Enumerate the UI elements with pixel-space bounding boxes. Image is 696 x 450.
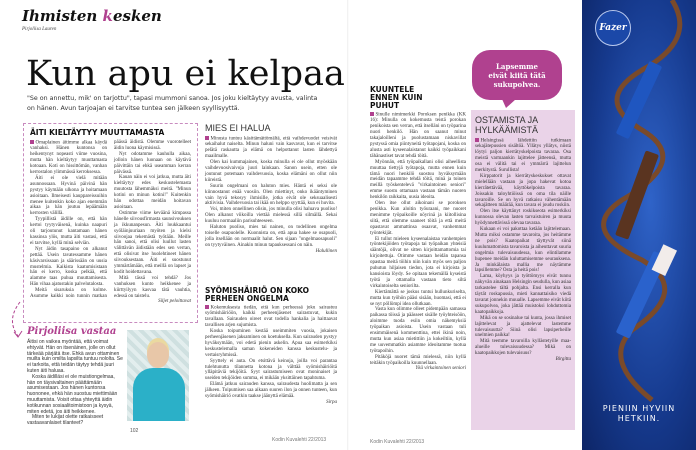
paragraph: Pitäköjä nuoret tämä mielessä, niin kyllä teitäkin työpaikoilla kuunnellaan.: [370, 354, 466, 366]
paragraph: Miten te lukijat olette ratkaisseet vastaavanlaiset tilanteet?: [27, 414, 104, 427]
paragraph: Helsingissä lähdettiin tutkimaan sekajätepussien sisältöä. Yllätys yllätys, niistä löytyi paljon kierrätyskelpoista tavaraa. Osa meistä varmaankin lajittelee jätteensä, mutta osa ei välitä tai ei ymmärrä lajittelun merkitystä. Surullista!: [475, 138, 571, 174]
lead-paragraph: "Se on annettu, mik' on tarjottu", tapasi mummoni sanoa. Jos joku kieltäytyy avusta, valinta on hänen. Avun tarjoajan ei tarvitse tuntea sen jälkeen syyllisyyttä.: [27, 95, 318, 112]
paragraph: Kirppatorit ja kierrätyskeskukset ottavat mielellään vastaan ja jopa hakevat kotoa kierrätettävää, käyttökelpoista tavaraa. Joissakin taloyhtiöissä on oma tila näille tavaroille. Se on hyvä ratkaisu vähentämään sekajätteen määrää, kun tavara ei joudu roskiin.: [475, 173, 571, 209]
paragraph: Äitisi on vaikea myöntää, että voimat ehtyvät. Hän on itsenäinen, jolle on ollut tärkeää pärjätä itse. Ehkä avun ottaminen muilta kuin omilta lapsilta tuntuu nololta. Se ei tarkoita, että teidän täytyy tehdä juuri kuten äiti haluaa.: [27, 339, 123, 374]
footer-right: Kodin Kuvalehti 22/2013: [370, 439, 425, 445]
author-photo: [127, 330, 189, 421]
paragraph: Ostimme viime keväänä kimpassa hänelle siivousfirmasta saunsivouksen ja ikkunanpesun. Äiti loukkaantui syöläinjuuriaan myöten ja kielsi siivoojaa tekemästä työtään. Meille hän sanoi, että olisi luullut lasten välittävän äidistään edes sen verran, että olisivat itse huolehtineet hänen siivouksestaan. Äiti ei suostunut ymmärtämään, että meillä on lapset ja kodit hoidettavana.: [114, 210, 191, 275]
paragraph: [30, 140, 107, 176]
paragraph: Kokemuksesta tiedän, että kun perheessä joku sairastuu syömishäiriöön, kaikki perheenjäsenet sairastuvat, kukin tavallaan. Sairauden oireet ovat todella hankalia ja haittaavat tavallisen arjen sujumista.: [205, 305, 337, 329]
paragraph: Tyypillistä äidille on, että hän kertoi tyytyväisenä, kuinka naapuri oli tarjoutunut kantamaan hänen kassinsa ylös, mutta äiti vastasi, että ei tarvitse, kyllä minä selviän.: [30, 217, 107, 246]
paragraph: Koska äidilläsi ei ole muistiongelmaa, hän on täysivaltainen päättämään asumisestaan. Jos hänen kuntonsa huononee, ehkä hän suostuu miettimään muuttamista. Voisit ottaa yhteyttä äidin kotikunnan sosiaalitoimistoon ja kysyä, miten edetä, jos äiti heikkenee.: [27, 373, 118, 415]
paragraph: Nyt odotamme kauhulla aikaa, jolloin hänen luonaan on käytävä päivittäin tai ehkä useamman kerran päivässä.: [114, 151, 191, 175]
paragraph: Haluton puoliso, mies tai nainen, on todellinen ongelma toiselle osapuolelle. Kuonnista on, että apua hakee se osapuoli, jolla itsellään on normaalit halut. Sen sijaan "ongelmaosapuoli" on tyytyväinen. Ainakin minun tapauksessani on näin.: [205, 225, 337, 248]
syomis-heading: SYÖMISHÄIRIÖ ON KOKO PERHEEN ONGELMA: [205, 286, 309, 303]
signature: Siljet peloittavat: [158, 299, 191, 305]
bubble-tail: [502, 99, 516, 108]
bullet-square-icon: [370, 112, 374, 116]
paragraph: Olen itse ollut aikoinani se poroksen penikka. Kun aloitin työuraani, me nuoret menimme työpaikoille nöyrinä ja kiitollisina siitä, että olemme saaneet töitä ja että meitä opastavat ammattinsa osaavat, vanhemmat työntekijät.: [370, 201, 466, 236]
paragraph: Kiertämättä se joskus tuntui hullunkuriselta, mutta kun työhön pääsi sisään, huomasi, että ei se nyt pöllömpi idea ollutkaan.: [370, 289, 466, 307]
paragraph: Äiti ei ole vielä mitään asunnossaan. Hyvinä päivinä hän pystyy käymään ulkona ja hoitamaan asioitaan. Ilmeisesti kauppareissuihin menee kuitenkin koko ajan enemmän aikaa ja hän joutuu lepäämään kerrosten välillä.: [30, 175, 107, 217]
paragraph: Koska toipuminen kestää useimmiten vuosia, jokaisen perheenjäsenen jaksaminen on koetuksella. Kun sairauden pystyy hyväksymään, voi edetä pienin askelin. Apua saa esimerkiksi keskustelemalla saman kokeneiden kanssa keskustelu- ja vertaisryhmissä.: [205, 329, 337, 358]
paragraph: Mitä teemme tavaroilla kyllästetyille maa-alueille tulevaisuudessa? Mikä on kaatopaikkojen tulevaisuus?: [475, 339, 571, 357]
slogan-line: HETKIIN.: [617, 414, 661, 423]
signature: Ykä virkaintoinen seniori: [415, 366, 466, 372]
section-title-part: Ihmisten: [22, 7, 103, 25]
paragraph: [475, 138, 571, 174]
photo-face: [147, 342, 169, 368]
paragraph: Meitä sisaruksia on kolme. Asumme kaikki noin tunnin matkan päässä äidistä. Olemme vuorotelleet äidin luona käymisissä.: [30, 140, 191, 300]
paragraph: [370, 112, 466, 160]
ostamista-heading: OSTAMISTA JA HYLKÄÄMISTÄ: [475, 115, 539, 135]
letter-heading: ÄITI KIELTÄYTYY MUUTTAMASTA: [30, 128, 165, 137]
bullet-square-icon: [30, 140, 34, 144]
answer-heading: Pirjoliisa vastaa: [27, 326, 117, 337]
footer-left: Kodin Kuvalehti 22/2013: [272, 437, 327, 443]
slogan-line: PIENIIN HYVIIN: [602, 404, 676, 413]
fazer-logo-text: Fazer: [599, 23, 627, 33]
quote-bubble: [472, 50, 562, 100]
letter-body: [30, 140, 191, 305]
mies-body: [205, 136, 337, 255]
paragraph: Mikä on se sosinalue tai kunta, jossa ihmiset lajittelevat ja ajattelevat lastemme tulevaisuutta? Siinä olisi lapsiperheille unelmien paikka!: [475, 315, 571, 339]
section-title-accent: k: [102, 7, 113, 25]
dashed-arrow-icon: [6, 300, 24, 340]
ostamista-body: [475, 138, 571, 363]
paragraph: Omaplainen äitimme alkaa käydä vanhaksi. Hänen kuntonsa on heikentynyt nopeasti viime vuosina, mutta hän kieltäytyy muuttamasta kotoaan. Koti on hissittömän, vanhan kerrostalon ylimmässä kerroksessa.: [30, 140, 107, 176]
headline: Kun apu ei kelpaa: [26, 54, 345, 94]
signature: Birgitta: [555, 357, 571, 363]
fazer-ad[interactable]: [582, 0, 696, 450]
paragraph: Kauan näin ei voi jatkua, mutta äiti kieltäytyy edes keskustelemasta muutosta lähemmäksi meitä. "Minun kotini on minun kotini!" Kuitenkin hän odottaa meidän hoitavan asioitaan.: [114, 175, 191, 210]
paragraph: Sinulle nimimerkki Poroksen penikka (KK 16): Minulla on kokemusta teistä porokan penikoista sen verran, että itselläni on työparina nuori henkilö. Hän on saanut minut takajaloilleni ja puolustamaan niskavillat pystyssä omia piintyneitä työtapojani, koska on alusta asti kyseenalaistanut kaikki työpaikkani tähänastiset tavat tehdä töitä.: [370, 112, 466, 159]
author-name: Pirjoliisa Lauren: [22, 27, 57, 32]
letter-box-aiti: [23, 123, 198, 323]
ad-slogan: [582, 404, 696, 424]
kuuntele-heading: KUUNTELE ENNEN KUIN PUHUT: [370, 85, 423, 110]
mies-heading: MIES EI HALUA: [205, 123, 271, 133]
answer-body: [27, 340, 123, 427]
paragraph: Suurin ongelmani on haluton mies. Häntä ei seksi ole kiinnostanut enää vuosiin. Olen miettinyt, onko ikääntyminen vain hyvä tekosyy ihmisille, jotka eivät ole seksuaalisesti aktiivisia. Vaihdevuosia tai ikää on helppo syyttää, kun ei huvita.: [205, 183, 337, 207]
chocolate-swirl-illustration: [582, 0, 696, 450]
paragraph: Voi, miten onnellinen olisin, jos minulla olisi haluava puoliso! Olen alkanut viikoilla viettää mielessä sillä silmällä. Sekai kuuluu normaaliin parisuhteeseen.: [205, 207, 337, 225]
section-title: [22, 8, 162, 25]
syomis-body: [205, 305, 337, 406]
paragraph: Minusta tuntuu käsittämättömältä, että vaihdevuodet veisivät sekaihalut naiselta. Minun haluni vain kasvavat, kun ei tarvitse pelätä raskautta ja elämä on helpottanut lasten lähdettyä maailmalle.: [205, 136, 337, 160]
kuuntele-body: [370, 112, 466, 372]
bullet-square-icon: [205, 305, 209, 309]
paragraph: Kukaan ei voi pakottaa ketään lajittelemaan. Mutta miksi ostamme tavaroita, jos heitämme ne pois? Kaatopaikat täyttyvät siinä kuulumattomista tavaroista ja aiheuttavat suuria ongelmia tulevaisuudessa, kun elintilamme hupenee meidän kuluttamisemme seurauksena. Ja minkälaista mallia me näytämme lapsillemme? Osta ja heitä pois!: [475, 227, 571, 274]
paragraph: Olen itse käyttänyt roskikseota esimerkiksi kunnossa olevan lasten tarvaistuiren ja muuta hyödynnettävissä olevaa tavaraa.: [475, 209, 571, 227]
paragraph: Olen kai kummajainen, koska minulla ei ole ollut myöskään vaihdevuosivaivoja juuri lainkaan. Sanon usein, etten ole joutunut potemaan vaihdevuosia, koska elämäni on ollut niin kiireistä.: [205, 160, 337, 183]
paragraph: [205, 305, 337, 329]
bullet-square-icon: [475, 138, 479, 142]
paragraph: Syyttely ei auta. On etsittävä keinoja, joilla voi parantaa tulehtunutta tilannetta kotona ja välttää syömishäiriöitä ylläpitäviä tekijöitä. Syyt sairastumiseen ovat moninaiset ja useiden tekijöiden summa, ei mikään yksittäinen tapahtuma.: [205, 358, 337, 382]
page-number: 102: [130, 428, 139, 434]
bullet-square-icon: [205, 136, 209, 140]
paragraph: Myönnän, että työpaikallani olisi aiheellista muuttaa tiettyjä työtapoja, mutta ennen kuin tämä nuori henkilö suostuu hyväksymään meidän tapaamme tehdä töitä, minä ja toinen meillä työskentelevä "virkaintoinen seniori" emme suostu ottamaan vastaan tämän nuoren henkilön raikkaita, uusia ideoita.: [370, 159, 466, 201]
section-title-part: esken: [112, 7, 162, 25]
paragraph: Lama, köyhyys ja työttömyys eivät tunnu näkyvän ainakaan Helsingin seudulla, kun asiaa tarkastelee tältä pohjalta. Ensi kerralla kun täytät roskapussia, mieti kannattaisiko viedä tavarat jonnekin muualle. Lapsemme eivät kiitä sukupolvea, joka jättää muistoksi lohduttomia kaatopaikkoja.: [475, 274, 571, 315]
photo-jacket: [133, 368, 185, 421]
paragraph: Elämä jatkuu sairauden kanssa, sairaudesta huolimatta ja sen jälkeen. Toipumisen saa aikaan suuren ilon ja onnen tunteen, kun syömishäiriö ovatkin taakse jäänyttä elämää.: [205, 382, 337, 400]
signature: Sirpa: [326, 400, 337, 405]
paragraph: Mitä tässä voi tehdä? Jos vanhuksen kunto heikkenee ja kiirttyilyyn kasvaa tätä vauhtia, edessä on taistelu.: [114, 275, 191, 299]
paragraph: Ei tullut mieleen kyseenalaistaa vanhempien työntekijöiden työtapoja tai työpaikan yhteisiä sääntöjä, olivat ne sitten kirjoittamattomia tai kirjoitettuja. Otimme vastaan heidän tapansa opastaa meitä töihin niin kuin myös sen paljon puhutun hiljaisen tiedon, jota ei kirjoista ja kansioista löydy. Se opitaan tekemällä kyseistä työtä ja ottamalla vastaan tieto siltä virkaintoiselta seniorilta.: [370, 236, 466, 289]
page-gutter: [347, 0, 349, 450]
paragraph: Nyt äidin tasapaino on alkanut pettää. Usein tavatessamme hänen käsivarsissaan ja säärissään on uusia mustelmia. Kaikista kaatumisistaan hän ei kerro, koska pelkää, että alamme taas puhua muuttamisesta. Hän vihaa ajatustakin palvelutalosta.: [30, 246, 107, 288]
signature: Halullinen: [315, 248, 337, 254]
quote-text: Lapsemme eivät kiitä tätä sukupolvea.: [488, 61, 546, 89]
ostamista-box: [471, 110, 575, 430]
paragraph: Vasta kun olimme olleet pidempään samassa paikassa töissä ja päässeet sisälle työyhteisöön, aloimme tuoda esiin omia näkemyksiä työpaikan asioista. Usein vastaan tuli ensimmäisenä kommenttina, ettei ikinä noin, mutta kun asiaa mietittiin ja kokeiltiin, kyllä me uuvemmatkin asiamme ideoitamme tuotua työtapoihin.: [370, 307, 466, 354]
paragraph: [205, 136, 337, 160]
